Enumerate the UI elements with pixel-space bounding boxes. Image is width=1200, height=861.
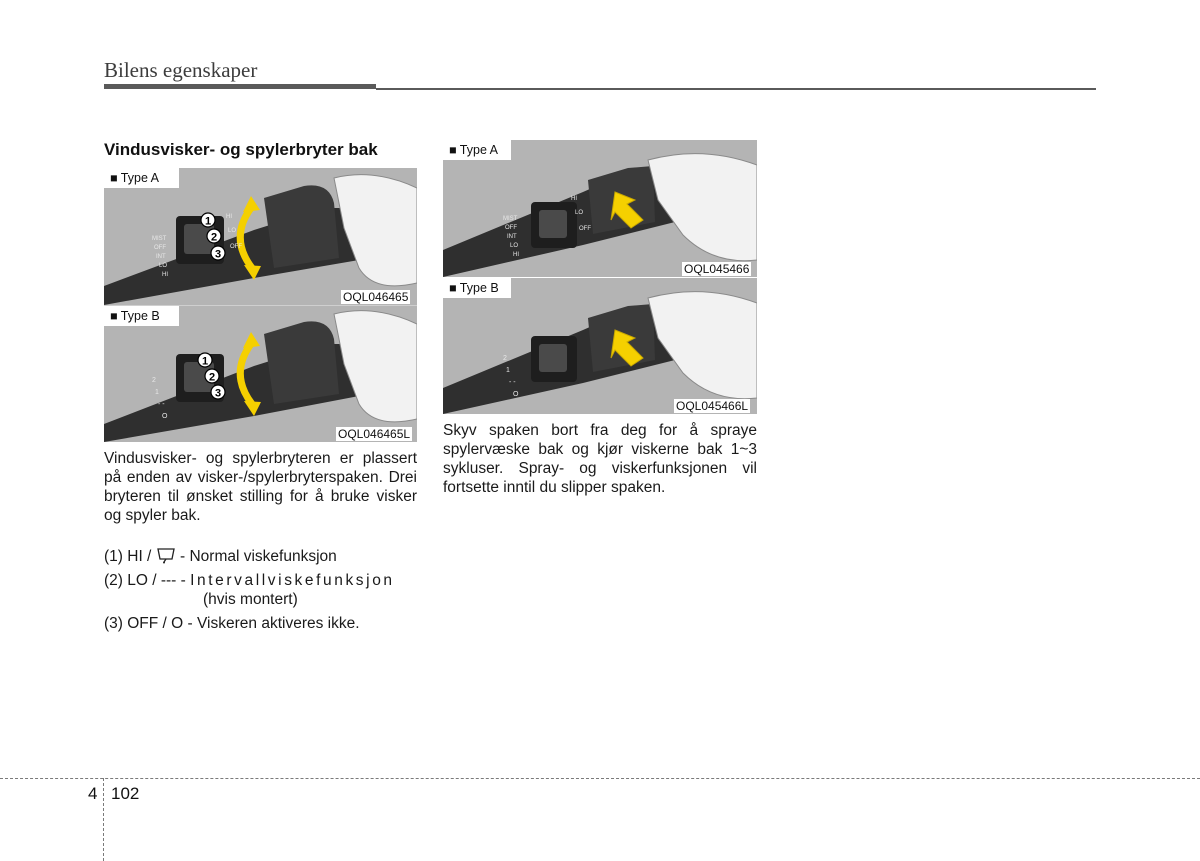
- callout-3: [211, 385, 225, 400]
- figure-type-b-push: [443, 278, 757, 414]
- svg-text:1: 1: [155, 389, 159, 396]
- svg-text:HI: HI: [162, 272, 168, 278]
- callout-3: [211, 246, 225, 261]
- svg-text:LO: LO: [228, 228, 237, 234]
- list-item-3: [104, 614, 360, 633]
- figure-type-b-rotate: [104, 306, 417, 442]
- section-title: Vindusvisker- og spylerbryter bak: [104, 140, 378, 159]
- svg-text:O: O: [162, 413, 168, 420]
- header-rule-thick: [104, 84, 376, 89]
- figure-type-a-push: [443, 140, 757, 277]
- figure-type-label: ■ Type A: [449, 143, 499, 157]
- svg-text:3: 3: [214, 387, 222, 400]
- callout-2: [207, 229, 221, 244]
- list-item-prefix: (1) HI /: [104, 548, 152, 565]
- svg-text:- -: - -: [509, 379, 516, 386]
- svg-text:HI: HI: [513, 252, 519, 258]
- switch-knob: [539, 210, 567, 238]
- svg-text:OFF: OFF: [154, 245, 166, 251]
- svg-text:OFF: OFF: [230, 244, 242, 250]
- figure-type-label: ■ Type A: [110, 171, 160, 185]
- svg-text:2: 2: [152, 377, 156, 384]
- svg-text:1: 1: [204, 215, 212, 228]
- svg-text:2: 2: [210, 231, 218, 244]
- figure-code: OQL045466: [684, 262, 750, 276]
- svg-text:LO: LO: [510, 243, 519, 249]
- svg-text:2: 2: [208, 371, 216, 384]
- body-paragraph-right: Skyv spaken bort fra deg for å spraye spylervæske bak og kjør viskerne bak 1~3 sykluser. Spray- og viskerfunksjonen vil fortsette inntil du slipper spaken.: [443, 422, 757, 496]
- svg-text:HI: HI: [571, 196, 577, 202]
- svg-text:LO: LO: [159, 263, 168, 269]
- callout-1: [198, 353, 212, 368]
- header-rule-thin: [376, 88, 1096, 90]
- stalk-end-ring: [264, 185, 339, 268]
- list-item-suffix: - Normal viskefunksjon: [180, 548, 337, 565]
- figure-illustration: [443, 278, 757, 414]
- chapter-number: 4: [88, 784, 98, 803]
- list-item-suffix: - Viskeren aktiveres ikke.: [187, 615, 360, 632]
- page-number: 102: [111, 784, 140, 803]
- switch-knob: [539, 344, 567, 372]
- svg-text:LO: LO: [575, 210, 584, 216]
- figure-illustration: [104, 168, 417, 305]
- svg-text:HI: HI: [226, 214, 232, 220]
- svg-text:INT: INT: [156, 254, 166, 260]
- svg-text:INT: INT: [507, 234, 517, 240]
- list-item-1: [104, 546, 337, 566]
- svg-text:O: O: [513, 391, 519, 398]
- figure-type-label: ■ Type B: [449, 281, 499, 295]
- list-item-suffix: Intervallviskefunksjon: [190, 572, 395, 589]
- list-item-2-note: (hvis montert): [203, 591, 298, 608]
- figure-code: OQL045466L: [676, 399, 749, 413]
- figure-illustration: [104, 306, 417, 442]
- figure-type-label: ■ Type B: [110, 309, 160, 323]
- svg-text:3: 3: [214, 248, 222, 261]
- footer-divider: [103, 778, 104, 861]
- svg-text:OFF: OFF: [505, 225, 517, 231]
- callout-1: [201, 213, 215, 228]
- svg-text:1: 1: [506, 367, 510, 374]
- figure-type-a-rotate: [104, 168, 417, 305]
- svg-text:2: 2: [503, 355, 507, 362]
- list-item-prefix: (3) OFF / O: [104, 615, 184, 632]
- callout-2: [205, 369, 219, 384]
- list-item-prefix: (2) LO / --- -: [104, 572, 186, 589]
- list-item-2: [104, 571, 395, 590]
- wiper-symbol-icon: [156, 546, 176, 564]
- figure-illustration: [443, 140, 757, 277]
- figure-code: OQL046465: [343, 290, 409, 304]
- body-paragraph: Vindusvisker- og spylerbryteren er plassert på enden av visker-/spylerbryterspaken. Drei bryteren til ønsket stilling for å bruke visker og spyler bak.: [104, 450, 417, 524]
- svg-text:- -: - -: [158, 401, 165, 408]
- running-header: Bilens egenskaper: [104, 58, 258, 82]
- svg-text:OFF: OFF: [579, 226, 591, 232]
- svg-text:1: 1: [201, 355, 209, 368]
- svg-text:MIST: MIST: [503, 216, 518, 222]
- stalk-end-ring: [264, 321, 339, 404]
- figure-code: OQL046465L: [338, 427, 411, 441]
- svg-text:MIST: MIST: [152, 236, 167, 242]
- footer-rule: [0, 778, 1200, 779]
